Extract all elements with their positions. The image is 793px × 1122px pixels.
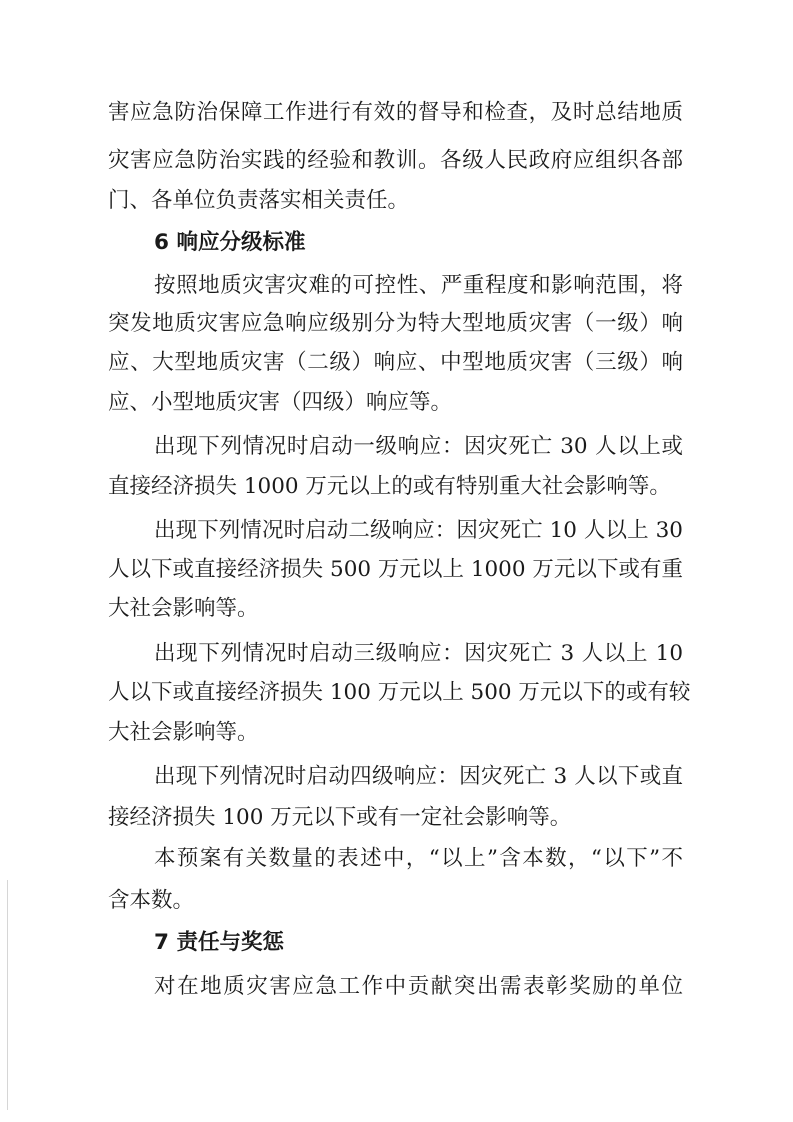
paragraph-line: 出现下列情况时启动三级响应：因灾死亡 3 人以上 10	[154, 641, 683, 666]
paragraph-line: 按照地质灾害灾难的可控性、严重程度和影响范围，将	[154, 273, 683, 298]
section-heading-6: 6 响应分级标准	[154, 230, 306, 255]
paragraph-line: 含本数。	[108, 888, 195, 913]
paragraph-line: 突发地质灾害应急响应级别分为特大型地质灾害（一级）响	[108, 311, 683, 336]
paragraph-line: 灾害应急防治实践的经验和教训。各级人民政府应组织各部	[108, 148, 683, 173]
paragraph-line: 人以下或直接经济损失 500 万元以上 1000 万元以下或有重	[108, 557, 683, 582]
paragraph-line: 出现下列情况时启动二级响应：因灾死亡 10 人以上 30	[154, 518, 683, 543]
paragraph-line: 人以下或直接经济损失 100 万元以上 500 万元以下的或有较	[108, 680, 691, 705]
paragraph-line: 应、小型地质灾害（四级）响应等。	[108, 390, 453, 415]
paragraph-line: 本预案有关数量的表述中，“以上”含本数，“以下”不	[154, 846, 683, 871]
paragraph-line: 直接经济损失 1000 万元以上的或有特别重大社会影响等。	[108, 474, 671, 499]
paragraph-line: 大社会影响等。	[108, 720, 259, 745]
paragraph-line: 大社会影响等。	[108, 596, 259, 621]
paragraph-line: 门、各单位负责落实相关责任。	[108, 188, 410, 213]
paragraph-line: 出现下列情况时启动一级响应：因灾死亡 30 人以上或	[154, 434, 683, 459]
scan-edge-mark	[7, 880, 8, 1110]
paragraph-line: 对在地质灾害应急工作中贡献突出需表彰奖励的单位	[154, 974, 683, 999]
paragraph-line: 害应急防治保障工作进行有效的督导和检查，及时总结地质	[108, 100, 683, 125]
section-heading-7: 7 责任与奖惩	[154, 930, 284, 955]
paragraph-line: 出现下列情况时启动四级响应：因灾死亡 3 人以下或直	[154, 764, 683, 789]
paragraph-line: 接经济损失 100 万元以下或有一定社会影响等。	[108, 805, 572, 830]
paragraph-line: 应、大型地质灾害（二级）响应、中型地质灾害（三级）响	[108, 350, 683, 375]
